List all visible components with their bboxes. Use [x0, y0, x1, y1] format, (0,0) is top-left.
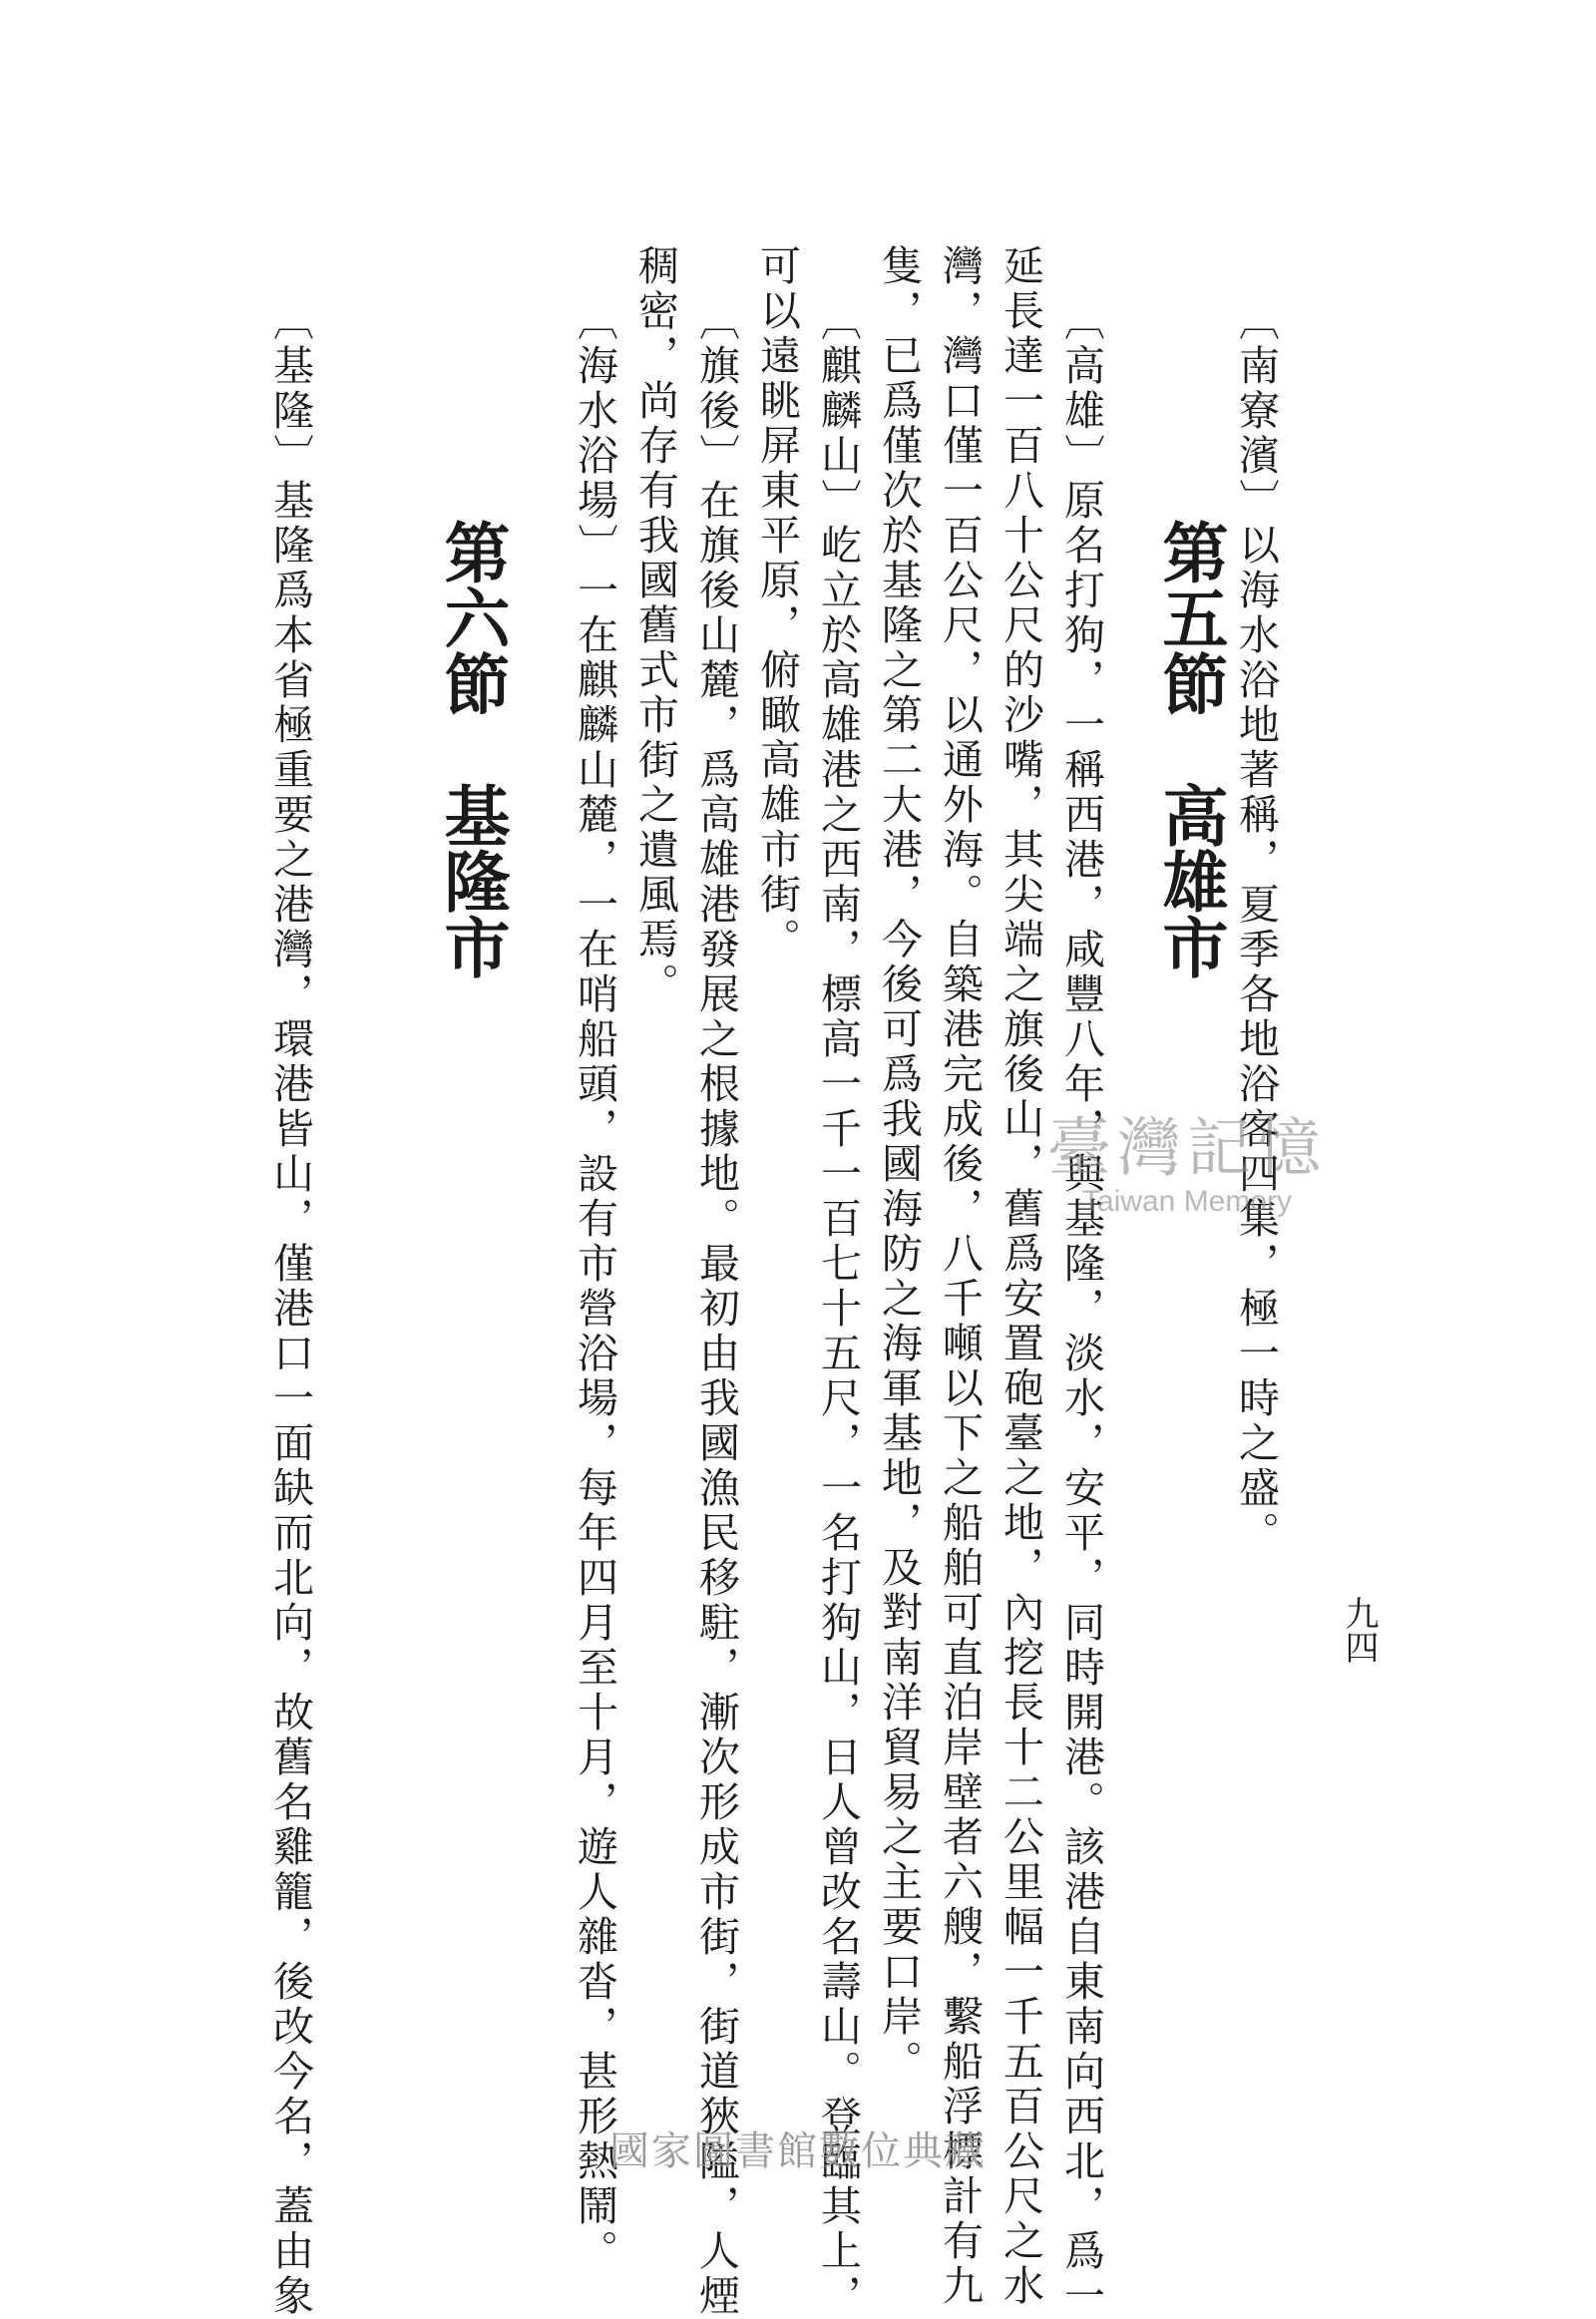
text-column-10: 〔海水浴場〕一在麒麟山麓，一在哨船頭，設有市營浴場，每年四月至十月，遊人雜沓，甚形熱鬧。	[571, 299, 618, 2274]
section-heading-6: 第六節 基隆市	[433, 519, 511, 979]
watermark-english: Taiwan Memory	[1081, 1185, 1293, 1218]
text-column-1: 〔南寮濱〕以海水浴地著稱，夏季各地浴客四集，極一時之盛。	[1232, 299, 1280, 1556]
text-column-4: 灣，灣口僅一百公尺，以通外海。自築港完成後，八千噸以下之船舶可直泊岸壁者六艘，繫船浮標計有九	[936, 244, 984, 2309]
text-column-2: 〔高雄〕原名打狗，一稱西港，咸豐八年，與基隆，淡水，安平，同時開港。該港自東南向西北，爲一	[1057, 299, 1105, 2319]
watermark-chinese: 臺灣記憶	[1047, 1112, 1327, 1186]
text-column-8: 〔旗後〕在旗後山麓，爲高雄港發展之根據地。最初由我國漁民移駐，漸次形成市街，街道狹隘，人煙	[692, 299, 740, 2319]
footer-credit: 國家圖書館數位典藏	[609, 2128, 987, 2174]
text-column-9: 稠密，尚存有我國舊式市街之遺風焉。	[631, 244, 679, 1007]
page-number: 九四	[1339, 1596, 1379, 1664]
watermark	[1037, 1112, 1337, 1219]
text-column-3: 延長達一百八十公尺的沙嘴，其尖端之旗後山，舊爲安置砲臺之地，內挖長十二公里幅一千五百公尺之水	[997, 244, 1044, 2309]
text-column-5: 隻，已爲僅次於基隆之第二大港，今後可爲我國海防之海軍基地，及對南洋貿易之主要口岸。	[875, 244, 923, 2085]
text-column-7: 可以遠眺屏東平原，俯瞰高雄市街。	[753, 244, 801, 963]
text-column-6: 〔麒麟山〕屹立於高雄港之西南，標高一千一百七十五尺，一名打狗山，日人曾改名壽山。登臨其上，	[814, 299, 862, 2319]
section-heading-5: 第五節 高雄市	[1151, 519, 1229, 979]
text-column-11: 〔基隆〕基隆爲本省極重要之港灣，環港皆山，僅港口一面缺而北向，故舊名雞籠，後改今名，蓋由象	[266, 299, 314, 2319]
